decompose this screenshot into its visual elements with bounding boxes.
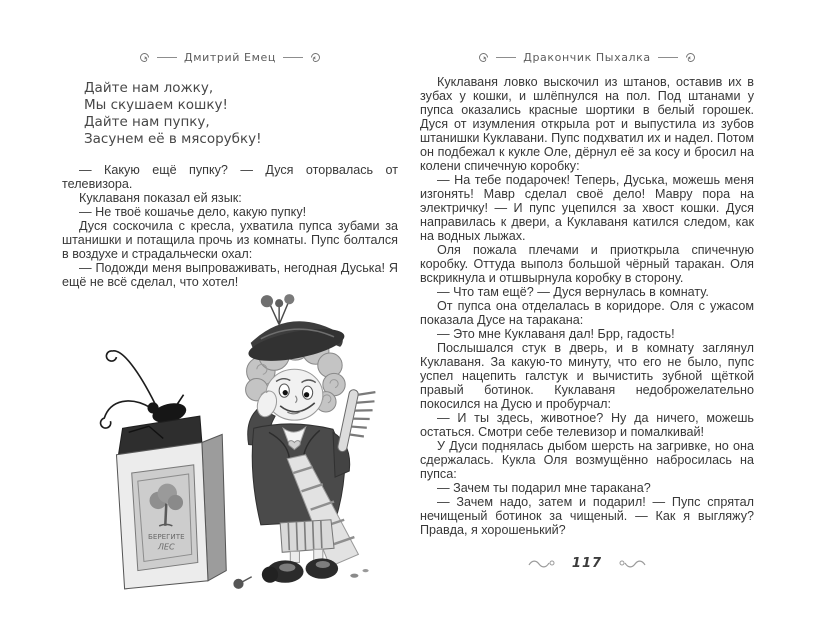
- header-rule: [283, 57, 303, 58]
- header-rule: [658, 57, 678, 58]
- page-footer: [420, 556, 754, 571]
- header-rule: [496, 57, 516, 58]
- paragraph: — Это мне Куклаваня дал! Брр, гадость!: [437, 327, 675, 341]
- spiral-ornament-icon: [478, 52, 489, 63]
- illustration-svg: [88, 290, 393, 595]
- kuklavanya-illustration: [88, 290, 393, 595]
- paragraph: Куклаваня ловко выскочил из штанов, оставив их в зубах у кошки, и шлёпнулся на пол. Под штанами у пупса оказались красные шортики в белый горошек. Дуся от изумления открыла рот и выпустила из зубов штанишки Куклавани. Пупс подхватил их и надел. Потом он подбежал к кукле Оле, дёрнул её за косу и бросил на колени спичечную коробку:: [420, 75, 754, 173]
- page-number: 117: [571, 556, 603, 571]
- paragraph: От пупса она отделалась в коридоре. Оля с ужасом показала Дусе на таракана:: [420, 299, 754, 327]
- flower-icon: [261, 294, 295, 324]
- running-head-title: [420, 50, 754, 64]
- poem-line: Засунем её в мясорубку!: [84, 131, 262, 147]
- footer-flourish-icon: [618, 558, 646, 570]
- header-rule: [157, 57, 177, 58]
- poem-line: Дайте нам ложку,: [84, 80, 214, 96]
- left-page-text: [62, 163, 398, 289]
- toothbrush-icon: [337, 387, 376, 456]
- paragraph: У Дуси поднялась дыбом шерсть на загривке, но она сдержалась. Кукла Оля возмущённо набросилась на пупса:: [420, 439, 754, 481]
- page-right: [420, 50, 754, 537]
- paragraph: — На тебе подарочек! Теперь, Дуська, можешь меня изгонять! Мавр сделал своё дело! Мавру пора на электричку! — И пупс уцепился за хвост кошки. Дуся направилась к двери, а Куклаваня катился следом, как на водных лыжах.: [420, 173, 754, 243]
- paragraph: — Не твоё кошачье дело, какую пупку!: [79, 205, 307, 219]
- paragraph: Дуся соскочила с кресла, ухватила пупса зубами за штанишки и потащила прочь из комнаты. Пупс болтался в воздухе и страдальчески охал:: [62, 219, 398, 261]
- running-head-label: Дракончик Пыхалка: [523, 50, 651, 64]
- poem-line: Дайте нам пупку,: [84, 114, 210, 130]
- matchbox: [116, 416, 226, 589]
- paragraph: — Зачем надо, затем и подарил! — Пупс спрятал нечищеный ботинок за чищеный. — Как я выгляжу? Правда, я хорошенький?: [420, 495, 754, 537]
- matchbox-label-text: БЕРЕГИТЕ: [147, 532, 185, 542]
- footer-flourish-icon: [528, 558, 556, 570]
- doll-character: [233, 294, 376, 589]
- paragraph: — Зачем ты подарил мне таракана?: [437, 481, 651, 495]
- paragraph: Куклаваня показал ей язык:: [79, 191, 242, 205]
- striped-shorts: [280, 520, 334, 553]
- leaf-icon: [233, 579, 243, 589]
- page-left: [62, 50, 398, 289]
- poem: [84, 80, 398, 148]
- paragraph: — Что там ещё? — Дуся вернулась в комнату.: [437, 285, 709, 299]
- paragraph: — Подожди меня выпроваживать, негодная Дуська! Я ещё не всё сделал, что хотел!: [62, 261, 398, 289]
- paragraph: Послышался стук в дверь, и в комнату заглянул Куклаваня. За какую-то минуту, что его не было, пупс успел нацепить галстук и вычистить зубной щёткой правый ботинок. Куклаваня недоброжелательно покосился на Дусю и пробурчал:: [420, 341, 754, 411]
- spiral-ornament-icon: [139, 52, 150, 63]
- spiral-ornament-icon: [310, 52, 321, 63]
- running-head-author: [62, 50, 398, 64]
- right-page-text: [420, 75, 754, 537]
- paragraph: — Какую ещё пупку? — Дуся оторвалась от телевизора.: [62, 163, 398, 191]
- paragraph: Оля пожала плечами и приоткрыла спичечную коробку. Оттуда выполз большой чёрный таракан. Оля вскрикнула и отшвырнула коробку в сторону.: [420, 243, 754, 285]
- running-head-label: Дмитрий Емец: [184, 50, 276, 64]
- matchbox-label-text: ЛЕС: [157, 541, 175, 552]
- spiral-ornament-icon: [685, 52, 696, 63]
- poem-line: Мы скушаем кошку!: [84, 97, 228, 113]
- paragraph: — И ты здесь, животное? Ну да ничего, можешь остаться. Смотри себе телевизор и помалкивай!: [420, 411, 754, 439]
